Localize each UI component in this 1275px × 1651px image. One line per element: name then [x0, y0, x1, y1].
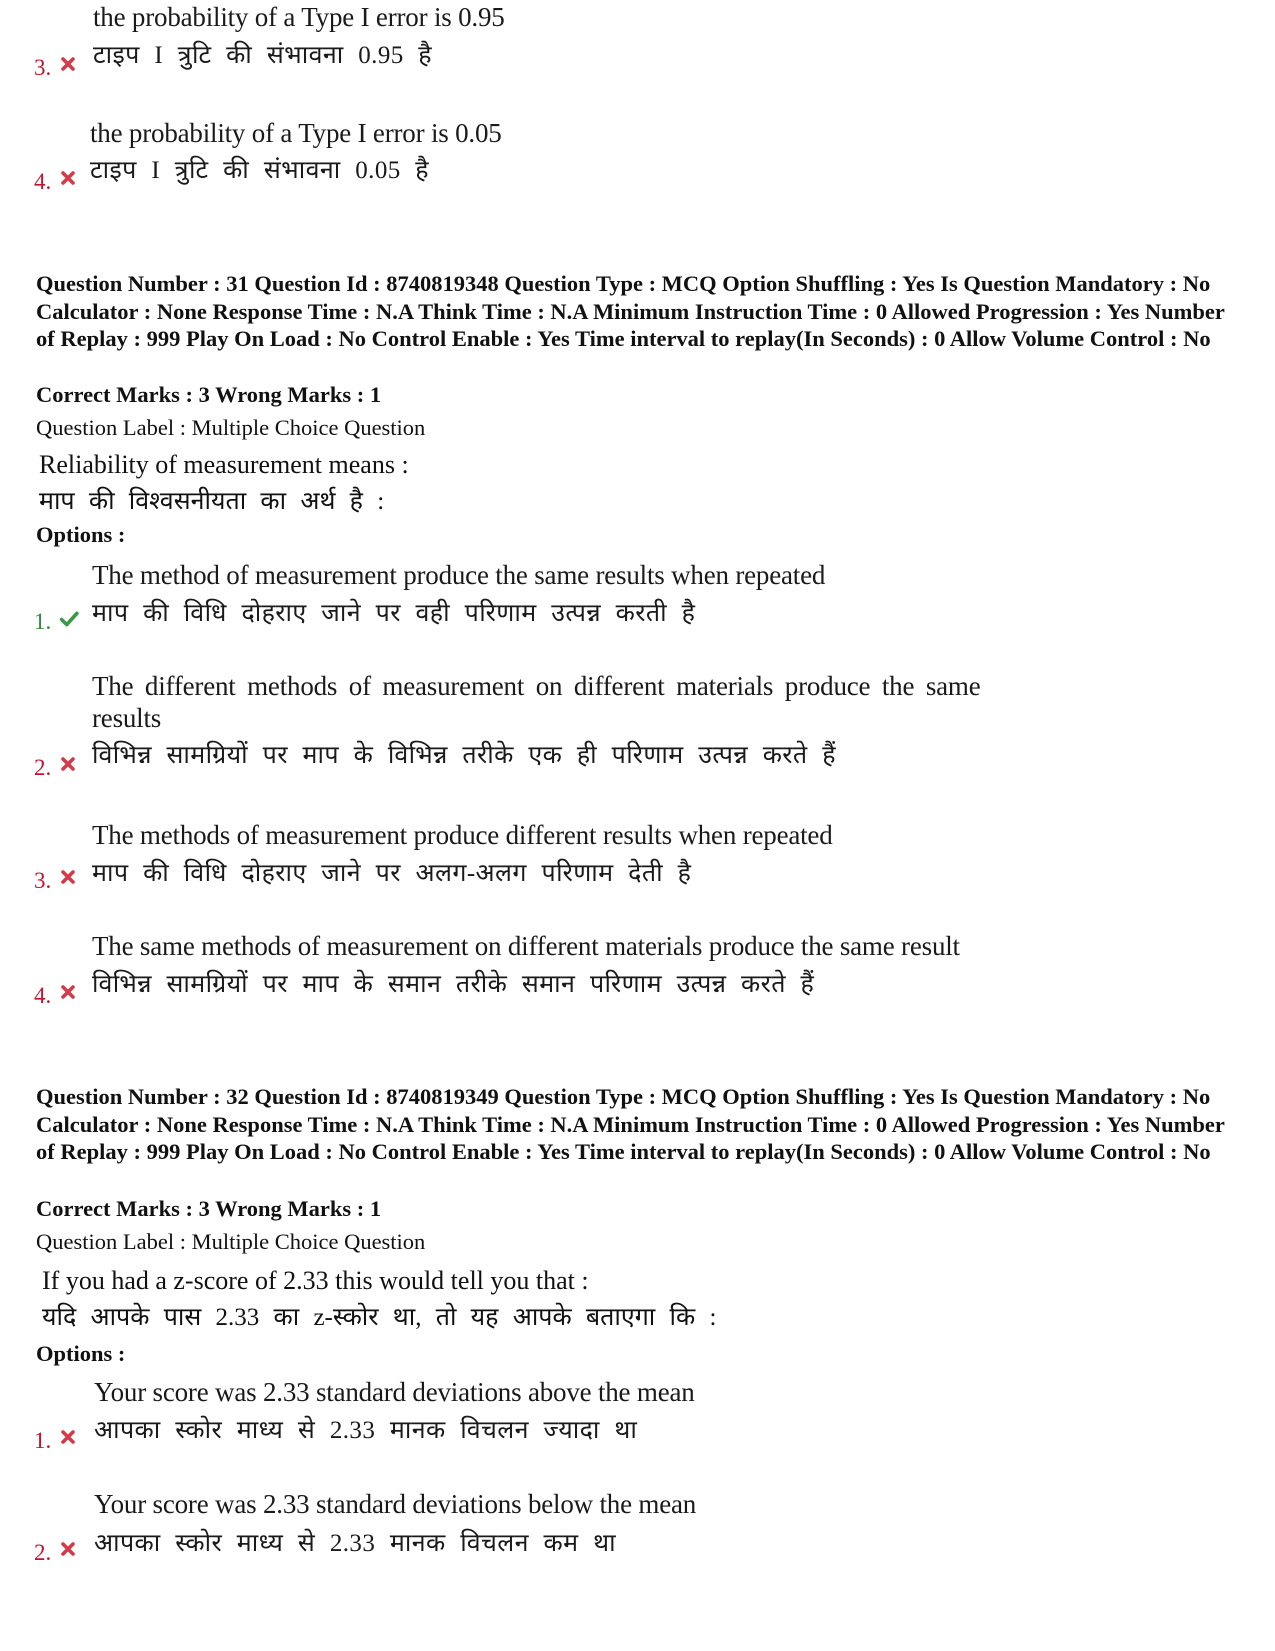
- option-text-hi: टाइप I त्रुटि की संभावना 0.05 है: [90, 157, 429, 184]
- option-text-en: the probability of a Type I error is 0.05: [90, 118, 502, 148]
- option-text-hi: विभिन्न सामग्रियों पर माप के समान तरीके समान परिणाम उत्पन्न करते हैं: [92, 971, 815, 998]
- option-number: 2.: [34, 755, 52, 780]
- question-metadata: Question Number : 32 Question Id : 8740819349 Question Type : MCQ Option Shuffling : Yes Is Question Mandatory : No Calculator : None Response Time : N.A Think Time : N.A Minimum Instruction Time : 0 Allowed Progression : Yes Number of Replay : 999 Play On Load : No Control Enable : Yes Time interval to replay(In Seconds) : 0 Allow Volume Control : No: [36, 1084, 1225, 1164]
- cross-icon: [60, 1541, 76, 1557]
- option-number: 1.: [34, 1428, 52, 1453]
- option-text-en: Your score was 2.33 standard deviations below the mean: [94, 1489, 697, 1519]
- option-text-hi: माप की विधि दोहराए जाने पर वही परिणाम उत्पन्न करती है: [92, 600, 696, 627]
- question-text-hi: माप की विश्वसनीयता का अर्थ है :: [39, 488, 385, 515]
- cross-icon: [60, 756, 76, 772]
- option-text-en: The method of measurement produce the same results when repeated: [92, 560, 826, 590]
- question-marks: Correct Marks : 3 Wrong Marks : 1: [36, 382, 382, 407]
- cross-icon: [60, 984, 76, 1000]
- question-metadata: Question Number : 31 Question Id : 8740819348 Question Type : MCQ Option Shuffling : Yes Is Question Mandatory : No Calculator : None Response Time : N.A Think Time : N.A Minimum Instruction Time : 0 Allowed Progression : Yes Number of Replay : 999 Play On Load : No Control Enable : Yes Time interval to replay(In Seconds) : 0 Allow Volume Control : No: [36, 271, 1225, 351]
- option-text-hi: आपका स्कोर माध्य से 2.33 मानक विचलन कम था: [94, 1530, 617, 1557]
- option-text-en: The methods of measurement produce different results when repeated: [92, 820, 833, 850]
- option-number: 4.: [34, 983, 52, 1008]
- option-text-en: The different methods of measurement on different materials produce the same: [92, 671, 981, 701]
- option-text-en: Your score was 2.33 standard deviations above the mean: [94, 1377, 695, 1407]
- question-text-en: Reliability of measurement means :: [39, 450, 409, 479]
- option-number: 1.: [34, 609, 52, 634]
- cross-icon: [60, 1429, 76, 1445]
- option-text-en: The same methods of measurement on different materials produce the same result: [92, 931, 960, 961]
- option-text-en: the probability of a Type I error is 0.95: [93, 2, 505, 32]
- option-text-hi: विभिन्न सामग्रियों पर माप के विभिन्न तरीके एक ही परिणाम उत्पन्न करते हैं: [92, 742, 836, 769]
- option-text-hi: माप की विधि दोहराए जाने पर अलग-अलग परिणाम देती है: [92, 860, 692, 887]
- check-icon: [58, 610, 80, 628]
- option-text-hi: टाइप I त्रुटि की संभावना 0.95 है: [93, 42, 432, 69]
- question-label: Question Label : Multiple Choice Question: [36, 1229, 426, 1254]
- option-text-hi: आपका स्कोर माध्य से 2.33 मानक विचलन ज्यादा था: [94, 1417, 638, 1444]
- question-label: Question Label : Multiple Choice Question: [36, 415, 426, 440]
- option-number: 2.: [34, 1540, 52, 1565]
- question-text-en: If you had a z-score of 2.33 this would tell you that :: [42, 1266, 589, 1295]
- options-header: Options :: [36, 522, 126, 547]
- option-number: 4.: [34, 169, 52, 194]
- question-text-hi: यदि आपके पास 2.33 का z-स्कोर था, तो यह आपके बताएगा कि :: [42, 1304, 717, 1331]
- options-header: Options :: [36, 1341, 126, 1366]
- cross-icon: [60, 869, 76, 885]
- option-text-en: results: [92, 703, 162, 733]
- option-number: 3.: [34, 55, 52, 80]
- option-number: 3.: [34, 868, 52, 893]
- cross-icon: [60, 170, 76, 186]
- question-marks: Correct Marks : 3 Wrong Marks : 1: [36, 1196, 382, 1221]
- cross-icon: [60, 56, 76, 72]
